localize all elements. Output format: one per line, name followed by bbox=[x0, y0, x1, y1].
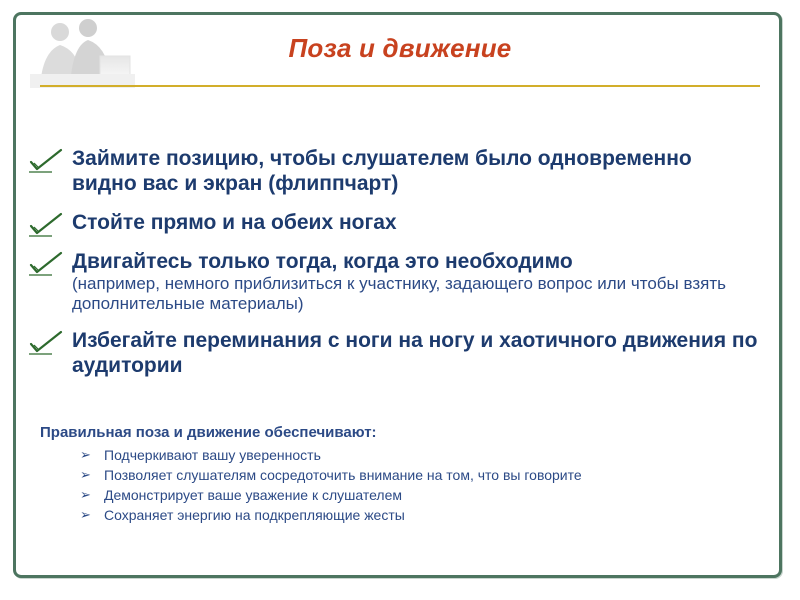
slide-title: Поза и движение bbox=[288, 33, 512, 63]
summary-item-text: Подчеркивают вашу уверенность bbox=[104, 447, 321, 463]
list-item bbox=[28, 328, 758, 378]
list-item bbox=[28, 249, 758, 314]
list-item bbox=[40, 485, 760, 505]
summary-item-text: Позволяет слушателям сосредоточить внимание на том, что вы говорите bbox=[104, 467, 582, 483]
summary-item-text: Сохраняет энергию на подкрепляющие жесты bbox=[104, 507, 405, 523]
summary-section bbox=[40, 424, 760, 525]
bullet-text: Избегайте переминания с ноги на ногу и хаотичного движения по аудитории bbox=[72, 329, 758, 377]
bullet-text: Двигайтесь только тогда, когда это необходимо bbox=[72, 250, 573, 273]
check-icon bbox=[28, 212, 64, 238]
check-icon bbox=[28, 251, 64, 277]
check-icon bbox=[28, 330, 64, 356]
bullet-text: Займите позицию, чтобы слушателем было одновременно видно вас и экран (флиппчарт) bbox=[72, 147, 692, 195]
bullet-text: Стойте прямо и на обеих ногах bbox=[72, 211, 397, 234]
arrow-bullet-icon: ➢ bbox=[80, 467, 91, 482]
bullet-note: (например, немного приблизиться к участнику, задающего вопрос или чтобы взять дополнительные материалы) bbox=[72, 274, 726, 313]
arrow-bullet-icon: ➢ bbox=[80, 447, 91, 462]
list-item bbox=[40, 445, 760, 465]
title-divider bbox=[40, 85, 760, 87]
bullet-list bbox=[28, 146, 758, 392]
check-icon bbox=[28, 148, 64, 174]
list-item bbox=[40, 505, 760, 525]
summary-item-text: Демонстрирует ваше уважение к слушателем bbox=[104, 487, 402, 503]
list-item bbox=[28, 146, 758, 196]
arrow-bullet-icon: ➢ bbox=[80, 507, 91, 522]
list-item bbox=[28, 210, 758, 235]
list-item bbox=[40, 465, 760, 485]
arrow-bullet-icon: ➢ bbox=[80, 487, 91, 502]
summary-list bbox=[40, 445, 760, 525]
summary-title: Правильная поза и движение обеспечивают: bbox=[40, 424, 377, 441]
